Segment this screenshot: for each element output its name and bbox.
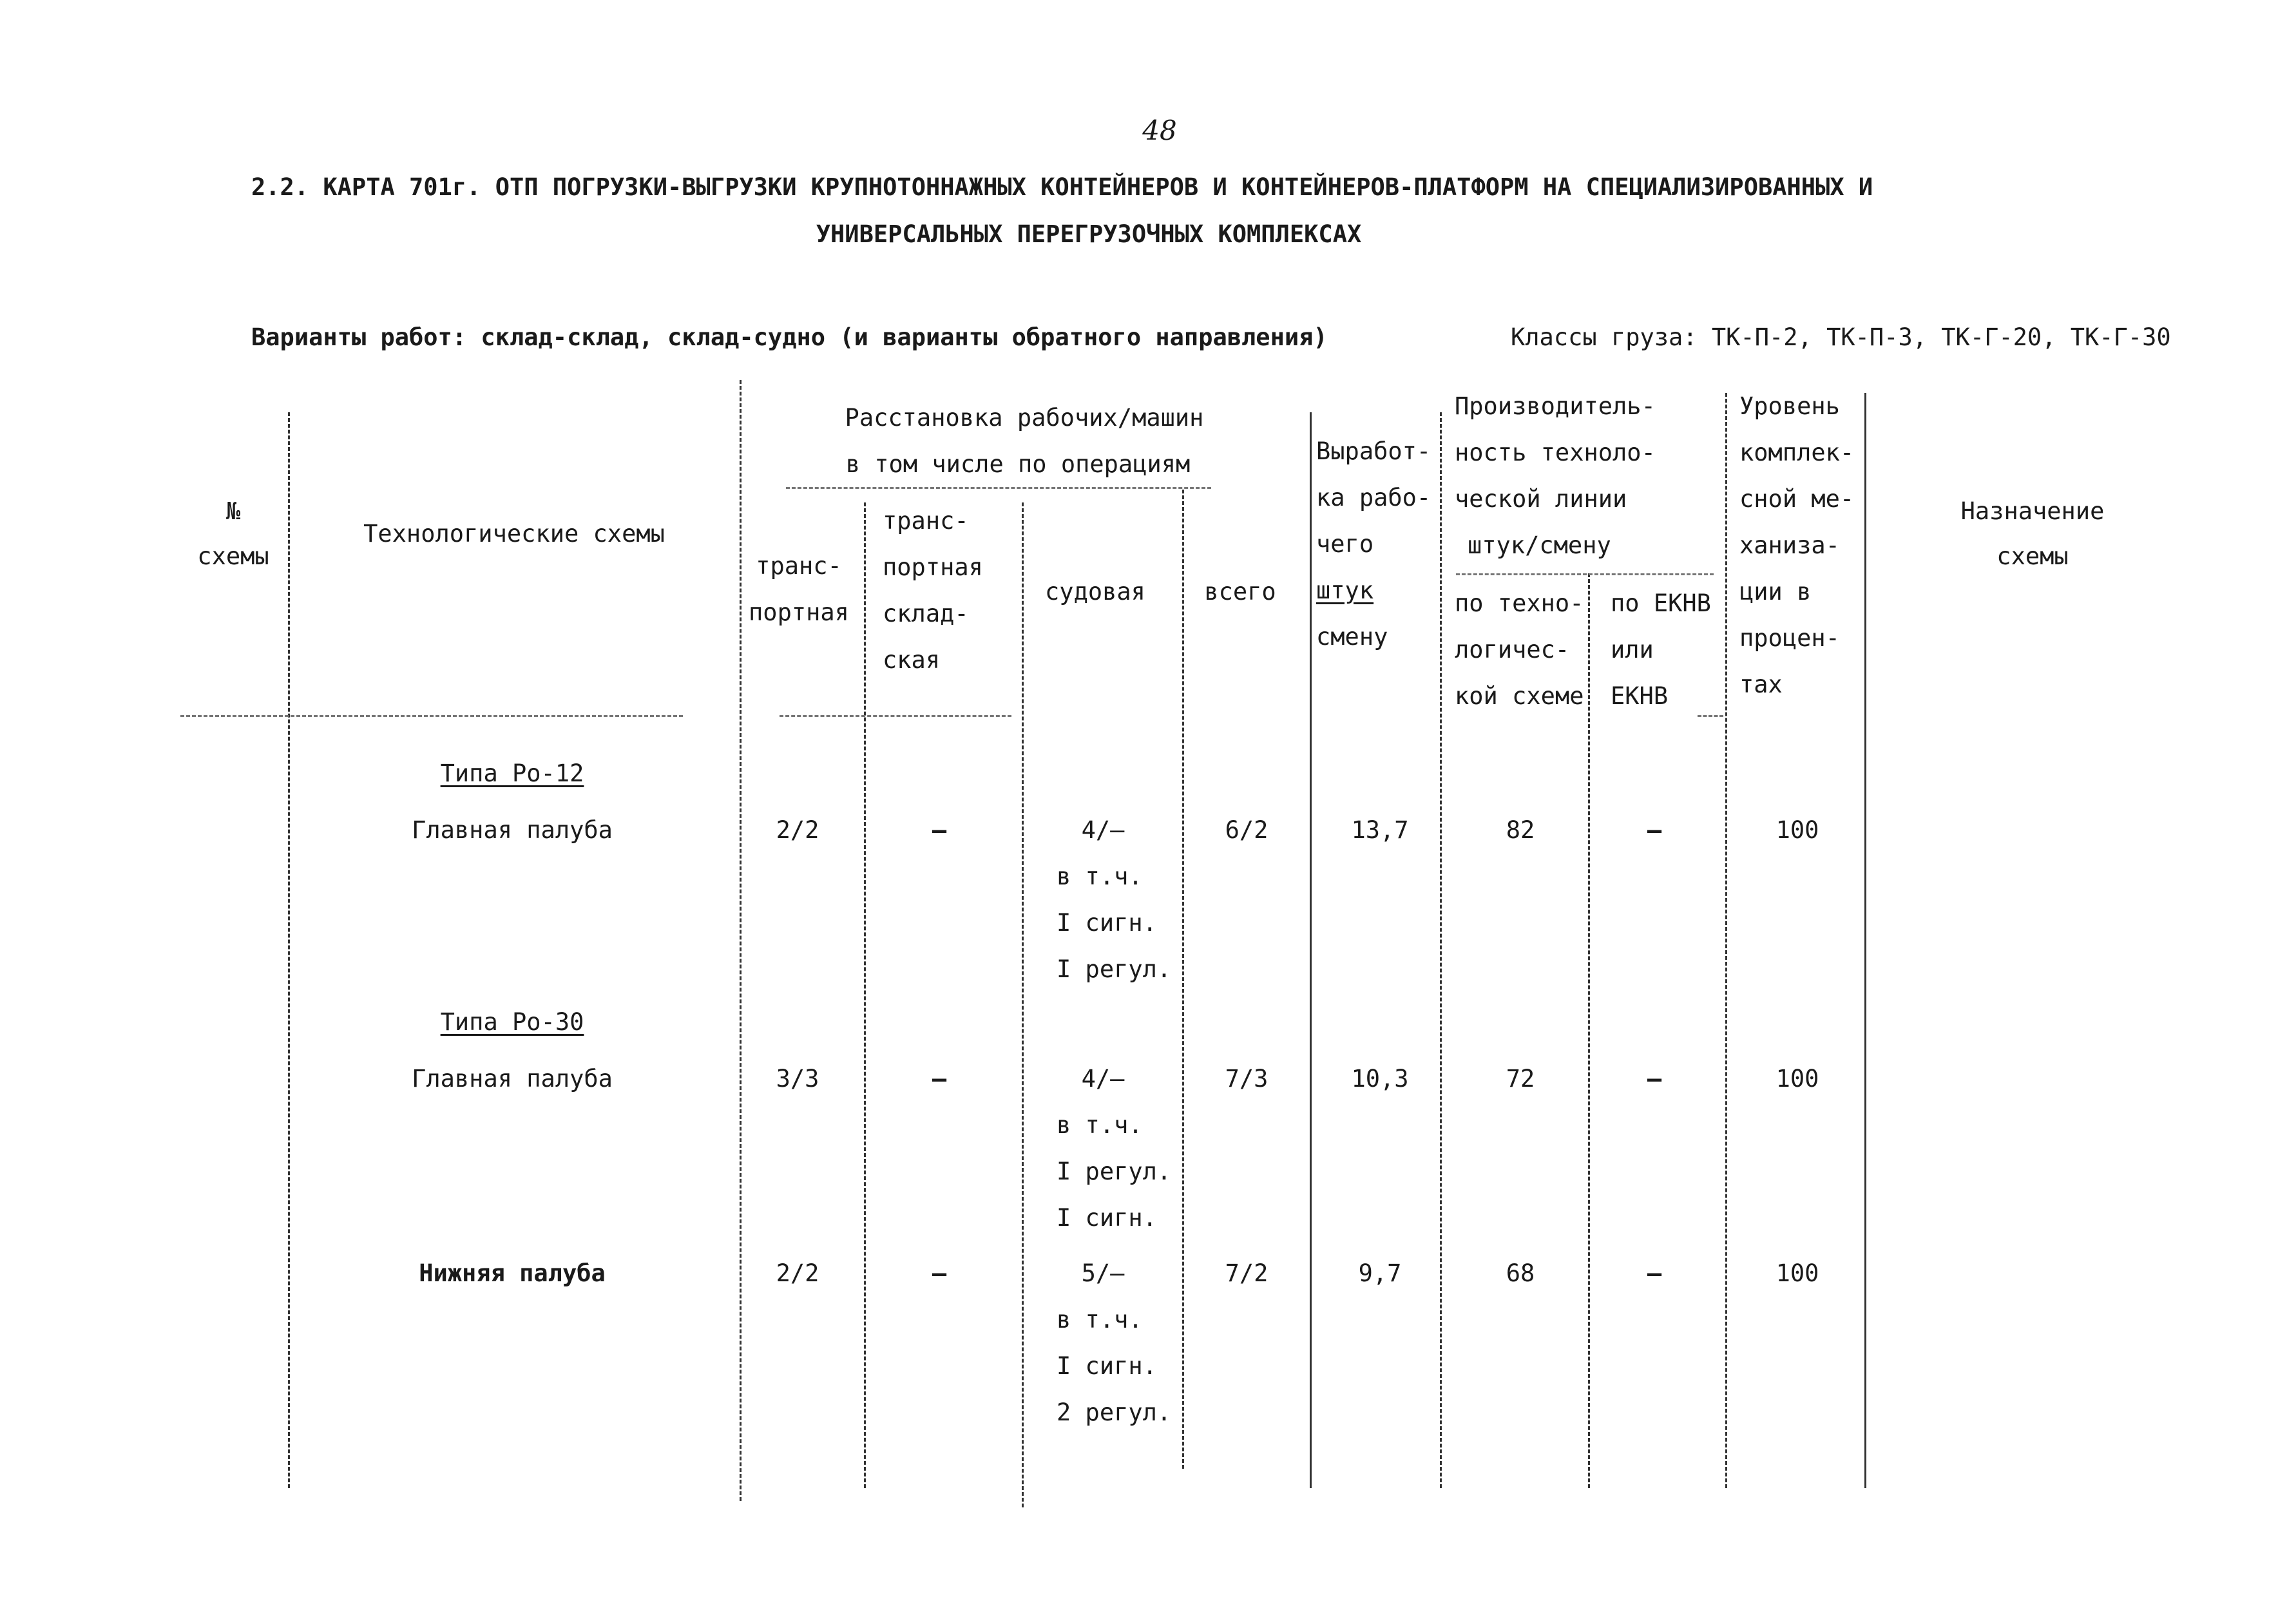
header-by-tech-1: по техно- (1455, 589, 1584, 617)
header-mech-3: сной ме- (1739, 485, 1855, 513)
row-prod-eknv: – (1647, 816, 1662, 844)
col-divider-1 (288, 412, 290, 1488)
row-total: 6/2 (1225, 816, 1268, 844)
header-mech-6: процен- (1739, 624, 1840, 652)
row-prod-tech: 72 (1506, 1065, 1535, 1093)
header-tech-schemes: Технологические схемы (363, 520, 665, 548)
row-prod-tech: 82 (1506, 816, 1535, 844)
row-output: 10,3 (1351, 1065, 1409, 1093)
work-variants: Варианты работ: склад-склад, склад-судно (и варианты обратного направления) (251, 323, 1328, 351)
row-transport: 2/2 (776, 816, 819, 844)
row-transport-wh: – (932, 1065, 947, 1093)
col-divider-6 (1310, 412, 1312, 1488)
header-total: всего (1204, 578, 1276, 606)
row-prod-eknv: – (1647, 1259, 1662, 1287)
row-ship-main: 4/– (1081, 816, 1125, 844)
row-ship-main: 4/– (1081, 1065, 1125, 1093)
document-title-line1: 2.2. КАРТА 701г. ОТП ПОГРУЗКИ-ВЫГРУЗКИ КРУПНОТОННАЖНЫХ КОНТЕЙНЕРОВ И КОНТЕЙНЕРОВ-ПЛАТФОРМ НА СПЕЦИАЛИЗИРОВАННЫХ И (251, 173, 1873, 201)
row-scheme-name: Нижняя палуба (419, 1259, 606, 1287)
header-transport-wh-4: ская (883, 646, 941, 674)
row-total: 7/3 (1225, 1065, 1268, 1093)
header-productivity-3: ческой линии (1455, 485, 1627, 513)
header-transport-wh-1: транс- (883, 507, 969, 535)
header-scheme-no-sign: № (225, 497, 241, 525)
col-divider-8 (1588, 573, 1590, 1488)
header-ship: судовая (1045, 578, 1145, 606)
row-prod-eknv: – (1647, 1065, 1662, 1093)
row-ship-detail: I регул. (1057, 1158, 1172, 1185)
header-mech-4: ханиза- (1739, 531, 1840, 559)
row-ship-detail: I сигн. (1057, 909, 1157, 937)
row-mechanization: 100 (1776, 1065, 1819, 1093)
header-by-tech-2: логичес- (1455, 636, 1570, 664)
col-divider-9 (1725, 393, 1727, 1488)
document-title-line2: УНИВЕРСАЛЬНЫХ ПЕРЕГРУЗОЧНЫХ КОМПЛЕКСАХ (816, 220, 1362, 248)
header-transport-wh-2: портная (883, 553, 983, 581)
header-output-2: ка рабо- (1316, 484, 1431, 511)
row-transport-wh: – (932, 1259, 947, 1287)
header-productivity-4: штук/смену (1468, 531, 1611, 559)
row-ship-detail: в т.ч. (1057, 863, 1143, 890)
header-mech-1: Уровень (1739, 392, 1840, 420)
row-ship-detail: I регул. (1057, 955, 1172, 983)
header-mech-2: комплек- (1739, 439, 1855, 466)
header-mech-7: тах (1739, 671, 1783, 698)
group-title-ro12: Типа Ро-12 (440, 759, 584, 787)
row-transport: 3/3 (776, 1065, 819, 1093)
header-bottom-rule-right (1698, 715, 1723, 717)
row-mechanization: 100 (1776, 1259, 1819, 1287)
header-output-5: смену (1316, 623, 1388, 651)
col-divider-3 (864, 502, 866, 1488)
header-rule-productivity (1456, 573, 1714, 575)
header-rule-placement (786, 487, 1211, 489)
header-placement-sub: в том числе по операциям (845, 450, 1191, 478)
header-scheme-no-label: схемы (197, 542, 269, 570)
header-transport-wh-3: склад- (883, 600, 969, 627)
row-mechanization: 100 (1776, 816, 1819, 844)
row-output: 9,7 (1358, 1259, 1402, 1287)
header-by-eknv-3: ЕКНВ (1611, 682, 1669, 710)
header-bottom-rule-mid (780, 715, 1011, 717)
header-mech-5: ции в (1739, 578, 1812, 606)
header-output-3: чего (1316, 530, 1374, 558)
header-purpose-1: Назначение (1960, 497, 2105, 525)
header-purpose-2: схемы (1996, 542, 2069, 570)
col-divider-10 (1864, 393, 1866, 1488)
row-scheme-name: Главная палуба (412, 816, 613, 844)
row-total: 7/2 (1225, 1259, 1268, 1287)
header-transport-2: портная (749, 598, 849, 626)
col-divider-5 (1182, 490, 1184, 1469)
header-output-4: штук (1316, 577, 1374, 604)
row-ship-detail: I сигн. (1057, 1204, 1157, 1232)
header-productivity-2: ность техноло- (1455, 439, 1656, 466)
cargo-classes: Классы груза: ТК-П-2, ТК-П-3, ТК-Г-20, ТК-Г-30 (1511, 323, 2171, 351)
row-ship-detail: 2 регул. (1057, 1399, 1172, 1426)
col-divider-4 (1022, 502, 1024, 1507)
row-ship-main: 5/– (1081, 1259, 1125, 1287)
row-transport: 2/2 (776, 1259, 819, 1287)
row-prod-tech: 68 (1506, 1259, 1535, 1287)
header-bottom-rule-left (180, 715, 683, 717)
row-ship-detail: I сигн. (1057, 1352, 1157, 1380)
header-transport-1: транс- (756, 552, 842, 580)
col-divider-2 (740, 380, 742, 1501)
row-output: 13,7 (1351, 816, 1409, 844)
row-ship-detail: в т.ч. (1057, 1111, 1143, 1139)
header-output-1: Выработ- (1316, 437, 1431, 465)
header-by-tech-3: кой схеме (1455, 682, 1584, 710)
col-divider-7 (1440, 412, 1442, 1488)
row-ship-detail: в т.ч. (1057, 1306, 1143, 1333)
header-productivity-1: Производитель- (1455, 392, 1656, 420)
group-title-ro30: Типа Ро-30 (440, 1008, 584, 1036)
row-transport-wh: – (932, 816, 947, 844)
header-by-eknv-2: или (1611, 636, 1654, 664)
row-scheme-name: Главная палуба (412, 1065, 613, 1093)
header-by-eknv-1: по ЕКНВ (1611, 589, 1711, 617)
page-number: 48 (1142, 115, 1177, 146)
header-placement: Расстановка рабочих/машин (845, 404, 1204, 432)
